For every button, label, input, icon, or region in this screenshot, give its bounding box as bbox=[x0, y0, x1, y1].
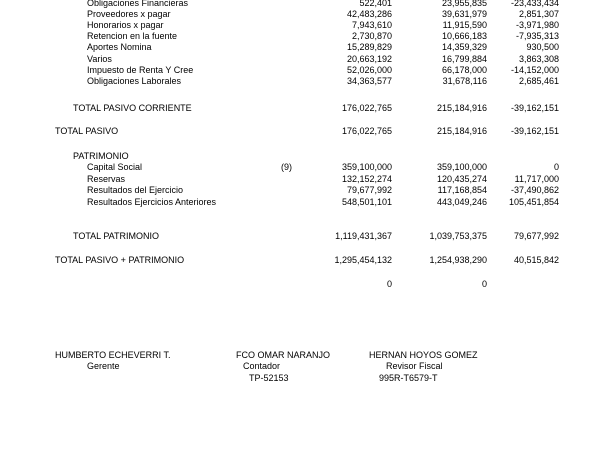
gerente-name: HUMBERTO ECHEVERRI T. bbox=[55, 350, 171, 360]
total-patrimonio-value-1: 1,119,431,367 bbox=[335, 231, 392, 241]
total-pasivo-corriente-value-3: -39,162,151 bbox=[510, 103, 559, 113]
pasivo-row-value-1: 522,401 bbox=[359, 0, 392, 8]
patrimonio-row-value-1: 132,152,274 bbox=[341, 173, 392, 184]
pasivo-row-value-2: 66,178,000 bbox=[441, 64, 487, 75]
contador-role: Contador bbox=[243, 361, 281, 371]
total-pasivo-patrimonio-value-3: 40,515,842 bbox=[513, 255, 559, 265]
pasivo-row-value-1: 52,026,000 bbox=[346, 64, 392, 75]
pasivo-row-value-3: 930,500 bbox=[526, 42, 559, 53]
patrimonio-row-value-3: 105,451,854 bbox=[508, 196, 559, 207]
patrimonio-row-note: (9) bbox=[281, 162, 292, 172]
pasivo-row-value-3: 2,851,307 bbox=[518, 9, 559, 20]
patrimonio-row-label: Reservas bbox=[87, 173, 126, 184]
total-pasivo-corriente-value-1: 176,022,765 bbox=[341, 103, 392, 113]
revisor-id: 995R-T6579-T bbox=[379, 373, 438, 383]
pasivo-row-value-1: 7,943,610 bbox=[351, 20, 392, 31]
patrimonio-row-value-2: 120,435,274 bbox=[436, 173, 487, 184]
pasivo-row-value-2: 14,359,329 bbox=[441, 42, 487, 53]
pasivo-row-label: Retencion en la fuente bbox=[87, 31, 178, 42]
patrimonio-row-label: Resultados del Ejercicio bbox=[87, 185, 184, 195]
contador-name: FCO OMAR NARANJO bbox=[236, 350, 331, 360]
pasivo-row-value-3: 2,685,461 bbox=[518, 75, 559, 86]
pasivo-row-value-1: 15,289,829 bbox=[346, 42, 392, 53]
pasivo-row-value-1: 20,663,192 bbox=[346, 53, 392, 64]
total-pasivo-value-3: -39,162,151 bbox=[510, 126, 559, 136]
pasivo-row-value-1: 2,730,870 bbox=[351, 31, 392, 42]
pasivo-row-label: Obligaciones Laborales bbox=[87, 75, 182, 86]
total-pasivo-corriente-label: TOTAL PASIVO CORRIENTE bbox=[73, 103, 192, 113]
total-patrimonio-value-2: 1,039,753,375 bbox=[429, 231, 487, 241]
pasivo-row-value-3: -7,935,313 bbox=[515, 31, 559, 42]
total-pasivo-patrimonio-value-2: 1,254,938,290 bbox=[429, 255, 487, 265]
pasivo-row-value-2: 23,955,835 bbox=[441, 0, 487, 8]
pasivo-row-value-3: -23,433,434 bbox=[510, 0, 559, 8]
total-patrimonio-value-3: 79,677,992 bbox=[513, 231, 559, 241]
patrimonio-row-value-1: 548,501,101 bbox=[341, 196, 392, 207]
pasivo-row-value-2: 39,631,979 bbox=[441, 9, 487, 20]
pasivo-row-value-3: 3,863,308 bbox=[518, 53, 559, 64]
contador-id: TP-52153 bbox=[249, 373, 289, 383]
pasivo-row-label: Impuesto de Renta Y Cree bbox=[87, 64, 194, 75]
total-pasivo-corriente-value-2: 215,184,916 bbox=[436, 103, 487, 113]
pasivo-row-value-1: 42,483,286 bbox=[346, 9, 392, 20]
patrimonio-row-value-2: 443,049,246 bbox=[436, 196, 487, 207]
patrimonio-heading: PATRIMONIO bbox=[73, 151, 129, 161]
pasivo-row-label: Obligaciones Financieras bbox=[87, 0, 189, 8]
total-pasivo-label: TOTAL PASIVO bbox=[55, 126, 119, 136]
pasivo-row-value-3: -14,152,000 bbox=[510, 64, 559, 75]
patrimonio-row-value-3: 0 bbox=[553, 162, 559, 172]
total-pasivo-value-2: 215,184,916 bbox=[436, 126, 487, 136]
pasivo-row-value-2: 31,678,116 bbox=[442, 75, 487, 86]
patrimonio-row-label: Resultados Ejercicios Anteriores bbox=[87, 196, 217, 207]
patrimonio-row-label: Capital Social bbox=[87, 162, 143, 172]
total-patrimonio-label: TOTAL PATRIMONIO bbox=[73, 231, 160, 241]
total-pasivo-patrimonio-label: TOTAL PASIVO + PATRIMONIO bbox=[55, 255, 185, 265]
pasivo-row-label: Varios bbox=[87, 53, 112, 64]
patrimonio-row-value-1: 359,100,000 bbox=[341, 162, 392, 172]
patrimonio-row-value-1: 79,677,992 bbox=[346, 185, 392, 195]
pasivo-row-label: Honorarios x pagar bbox=[87, 20, 164, 31]
pasivo-row-value-2: 11,915,590 bbox=[442, 20, 487, 31]
total-pasivo-patrimonio-value-1: 1,295,454,132 bbox=[334, 255, 392, 265]
patrimonio-row-value-3: -37,490,862 bbox=[510, 185, 559, 195]
gerente-role: Gerente bbox=[87, 361, 120, 371]
check-value-2: 0 bbox=[481, 279, 487, 289]
pasivo-row-value-2: 10,666,183 bbox=[441, 31, 487, 42]
revisor-name: HERNAN HOYOS GOMEZ bbox=[369, 350, 478, 360]
check-value-1: 0 bbox=[386, 279, 392, 289]
pasivo-row-label: Aportes Nomina bbox=[87, 42, 152, 53]
pasivo-row-value-3: -3,971,980 bbox=[515, 20, 559, 31]
revisor-role: Revisor Fiscal bbox=[386, 361, 443, 371]
patrimonio-row-value-2: 359,100,000 bbox=[436, 162, 487, 172]
pasivo-row-value-2: 16,799,884 bbox=[441, 53, 487, 64]
patrimonio-row-value-3: 11,717,000 bbox=[514, 173, 559, 184]
total-pasivo-value-1: 176,022,765 bbox=[341, 126, 392, 136]
pasivo-row-value-1: 34,363,577 bbox=[346, 75, 392, 86]
patrimonio-row-value-2: 117,168,854 bbox=[437, 185, 487, 195]
pasivo-row-label: Proveedores x pagar bbox=[87, 9, 171, 20]
